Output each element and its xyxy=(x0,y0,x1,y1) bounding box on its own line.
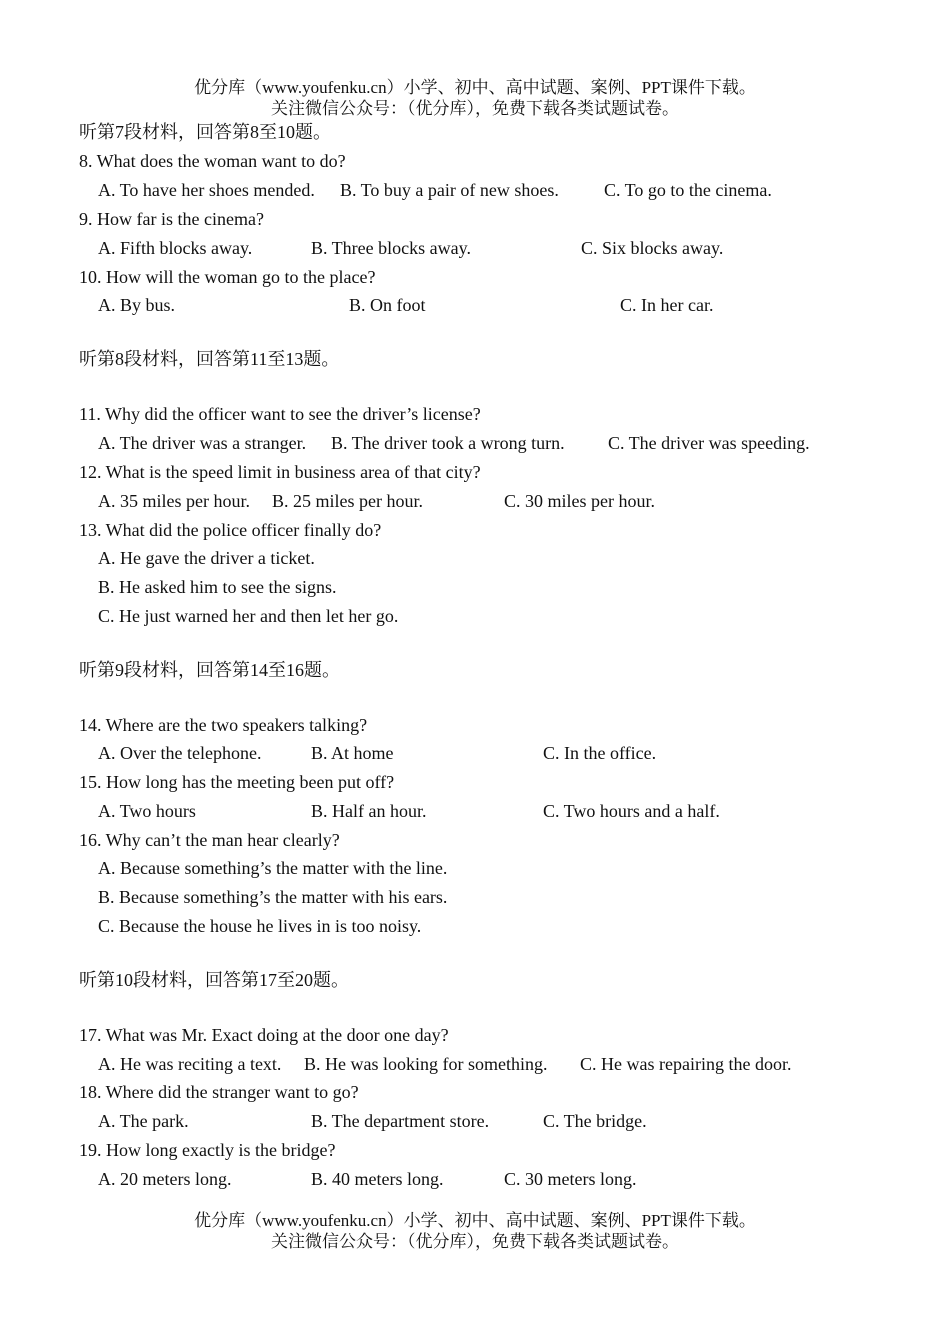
q16-option-b: B. Because something’s the matter with his ears. xyxy=(98,887,448,907)
q11-option-a: A. The driver was a stranger. xyxy=(98,433,307,453)
footer-line-2: 关注微信公众号：（优分库），免费下载各类试题试卷。 xyxy=(271,1232,679,1251)
footer-line-1: 优分库（www.youfenku.cn）小学、初中、高中试题、案例、PPT课件下载。 xyxy=(194,1211,756,1230)
section-heading-9: 听第9段材料，回答第14至16题。 xyxy=(79,660,340,680)
q14-option-a: A. Over the telephone. xyxy=(98,743,262,763)
q15-option-b: B. Half an hour. xyxy=(311,801,427,821)
q14-option-b: B. At home xyxy=(311,743,394,763)
q17-option-c: C. He was repairing the door. xyxy=(580,1054,792,1074)
question-8: 8. What does the woman want to do? xyxy=(79,151,346,171)
q17-option-a: A. He was reciting a text. xyxy=(98,1054,282,1074)
section-heading-10: 听第10段材料，回答第17至20题。 xyxy=(79,970,349,990)
question-14: 14. Where are the two speakers talking? xyxy=(79,715,368,735)
q9-option-a: A. Fifth blocks away. xyxy=(98,238,253,258)
question-16: 16. Why can’t the man hear clearly? xyxy=(79,830,340,850)
q11-option-b: B. The driver took a wrong turn. xyxy=(331,433,565,453)
section-heading-8: 听第8段材料，回答第11至13题。 xyxy=(79,349,340,369)
section-heading-7: 听第7段材料，回答第8至10题。 xyxy=(79,122,331,142)
q10-option-c: C. In her car. xyxy=(620,295,714,315)
q18-option-c: C. The bridge. xyxy=(543,1111,647,1131)
q13-option-b: B. He asked him to see the signs. xyxy=(98,577,337,597)
q9-option-b: B. Three blocks away. xyxy=(311,238,471,258)
q8-option-c: C. To go to the cinema. xyxy=(604,180,772,200)
header-line-1: 优分库（www.youfenku.cn）小学、初中、高中试题、案例、PPT课件下载。 xyxy=(194,78,756,97)
q8-option-a: A. To have her shoes mended. xyxy=(98,180,315,200)
q19-option-a: A. 20 meters long. xyxy=(98,1169,232,1189)
question-15: 15. How long has the meeting been put off? xyxy=(79,772,395,792)
q16-option-c: C. Because the house he lives in is too noisy. xyxy=(98,916,422,936)
page-header xyxy=(0,77,950,119)
q10-option-a: A. By bus. xyxy=(98,295,176,315)
question-9: 9. How far is the cinema? xyxy=(79,209,264,229)
question-19: 19. How long exactly is the bridge? xyxy=(79,1140,336,1160)
q18-option-b: B. The department store. xyxy=(311,1111,490,1131)
q15-option-a: A. Two hours xyxy=(98,801,196,821)
question-10: 10. How will the woman go to the place? xyxy=(79,267,376,287)
q13-option-a: A. He gave the driver a ticket. xyxy=(98,548,315,568)
question-17: 17. What was Mr. Exact doing at the door one day? xyxy=(79,1025,449,1045)
q12-option-a: A. 35 miles per hour. xyxy=(98,491,250,511)
question-18: 18. Where did the stranger want to go? xyxy=(79,1082,359,1102)
q12-option-c: C. 30 miles per hour. xyxy=(504,491,655,511)
q13-option-c: C. He just warned her and then let her go. xyxy=(98,606,399,626)
q18-option-a: A. The park. xyxy=(98,1111,189,1131)
q10-option-b: B. On foot xyxy=(349,295,426,315)
page-footer xyxy=(0,1210,950,1252)
q16-option-a: A. Because something’s the matter with the line. xyxy=(98,858,448,878)
question-13: 13. What did the police officer finally do? xyxy=(79,520,382,540)
q14-option-c: C. In the office. xyxy=(543,743,657,763)
header-line-2: 关注微信公众号：（优分库），免费下载各类试题试卷。 xyxy=(271,99,679,118)
q9-option-c: C. Six blocks away. xyxy=(581,238,724,258)
q17-option-b: B. He was looking for something. xyxy=(304,1054,548,1074)
q12-option-b: B. 25 miles per hour. xyxy=(272,491,423,511)
q19-option-b: B. 40 meters long. xyxy=(311,1169,444,1189)
q15-option-c: C. Two hours and a half. xyxy=(543,801,720,821)
q11-option-c: C. The driver was speeding. xyxy=(608,433,810,453)
question-12: 12. What is the speed limit in business area of that city? xyxy=(79,462,481,482)
q19-option-c: C. 30 meters long. xyxy=(504,1169,637,1189)
question-11: 11. Why did the officer want to see the driver’s license? xyxy=(79,404,481,424)
q8-option-b: B. To buy a pair of new shoes. xyxy=(340,180,559,200)
